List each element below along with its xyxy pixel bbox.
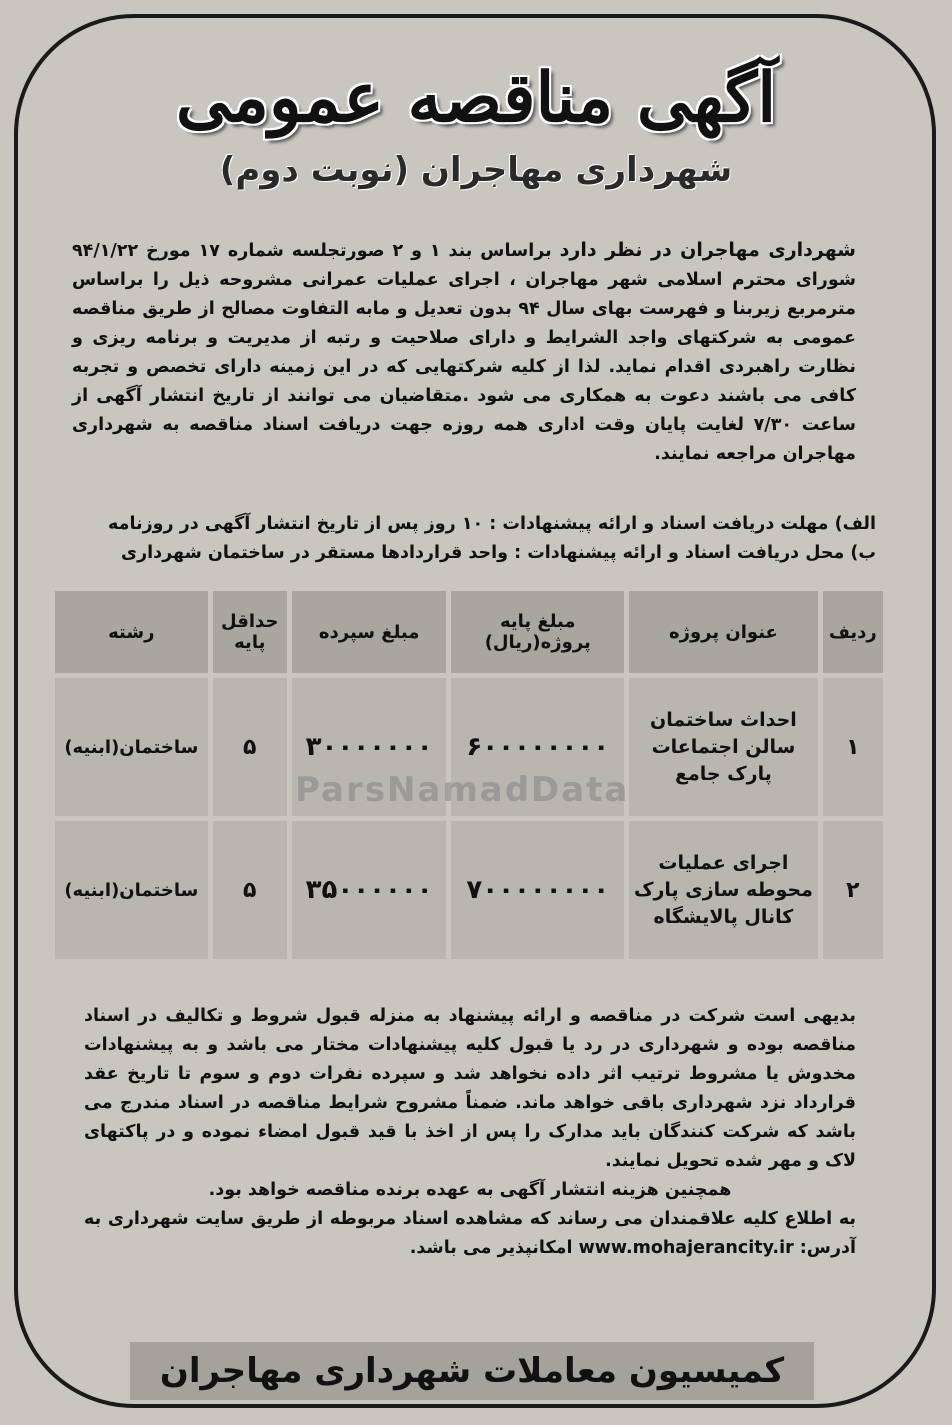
cell-base-amount: ۶۰۰۰۰۰۰۰۰ [451,678,624,816]
cell-deposit: ۳۰۰۰۰۰۰۰ [292,678,447,816]
intro-paragraph [72,236,856,469]
website-note-end: امکانپذیر می باشد. [409,1238,573,1258]
terms-section [84,1002,856,1263]
website-note-text: به اطلاع کلیه علاقمندان می رساند که مشاهده اسناد مربوطه از طریق سایت شهرداری به آدرس: [84,1209,856,1258]
header-base-amount: مبلغ پایه پروژه(ریال) [451,591,624,673]
intro-lead: شهرداری مهاجران در نظر دارد [559,239,856,261]
cell-row-number: ۲ [823,821,883,959]
cell-project-title: احداث ساختمان سالن اجتماعات پارک جامع [629,678,818,816]
cell-base-amount: ۷۰۰۰۰۰۰۰۰ [451,821,624,959]
footer-signature: کمیسیون معاملات شهرداری مهاجران [130,1342,814,1400]
cell-min-grade: ۵ [213,678,287,816]
table-row [55,821,883,959]
cell-min-grade: ۵ [213,821,287,959]
header-field: رشته [55,591,208,673]
cell-project-title: اجرای عملیات محوطه سازی پارک کانال پالایشگاه [629,821,818,959]
cell-field: ساختمان(ابنیه) [55,821,208,959]
website-link[interactable]: www.mohajerancity.ir [578,1238,794,1258]
cell-deposit: ۳۵۰۰۰۰۰۰ [292,821,447,959]
terms-paragraph: بدیهی است شرکت در مناقصه و ارائه پیشنهاد به منزله قبول شروط و تکالیف در اسناد مناقصه بوده و شهرداری در رد یا قبول کلیه پیشنهادات مختار می باشد و به پیشنهادات مخدوش یا مشروط ترتیب اثر داده نخواهد شد و سپرده نفرات دوم و سوم تا تاریخ عقد قرارداد نزد شهرداری باقی خواهد ماند. ضمناً مشروح شرایط مناقصه در اسناد مندرج می باشد که شرکت کنندگان باید مدارک را پس از اخذ با قید قبول امضاء نموده و در پاکتهای لاک و مهر شده تحویل نمایند. [84,1006,856,1171]
notice-title: آگهی مناقصه عمومی [175,58,777,138]
deadlines-section [68,510,876,568]
publication-cost-note: همچنین هزینه انتشار آگهی به عهده برنده مناقصه خواهد بود. [208,1180,732,1200]
header-project-title: عنوان پروژه [629,591,818,673]
website-note [84,1205,856,1263]
intro-text: براساس بند ۱ و ۲ صورتجلسه شماره ۱۷ مورخ ۹۴/۱/۲۲ شورای محترم اسلامی شهر مهاجران ، اجرای عملیات عمرانی مشروحه ذیل را براساس مترمربع زیربنا و فهرست بهای سال ۹۴ بدون تعدیل و مابه التفاوت مصالح از طریق مناقصه عمومی به شرکتهای واجد الشرایط و دارای صلاحیت و رتبه از مدیریت و برنامه ریزی و نظارت راهبردی اقدام نماید. لذا از کلیه شرکتهایی که در این زمینه دارای تخصص و تجربه کافی می باشند دعوت به همکاری می شود .متقاضیان می توانند از تاریخ انتشار آگهی از ساعت ۷/۳۰ لغایت پایان وقت اداری همه روزه جهت دریافت اسناد مناقصه به شهرداری مهاجران مراجعه نمایند. [72,241,856,464]
table-header-row [55,591,883,673]
deadline-a: الف) مهلت دریافت اسناد و ارائه پیشنهادات : ۱۰ روز پس از تاریخ انتشار آگهی در روزنامه [108,514,876,534]
notice-subtitle: شهرداری مهاجران (نوبت دوم) [219,150,733,190]
cell-row-number: ۱ [823,678,883,816]
watermark-text: ParsNamadData [295,770,630,810]
header-deposit: مبلغ سپرده [292,591,447,673]
header-min-grade: حداقل پایه [213,591,287,673]
header-row-number: ردیف [823,591,883,673]
cell-field: ساختمان(ابنیه) [55,678,208,816]
deadline-b: ب) محل دریافت اسناد و ارائه پیشنهادات : واحد قراردادها مستقر در ساختمان شهرداری [121,543,876,563]
